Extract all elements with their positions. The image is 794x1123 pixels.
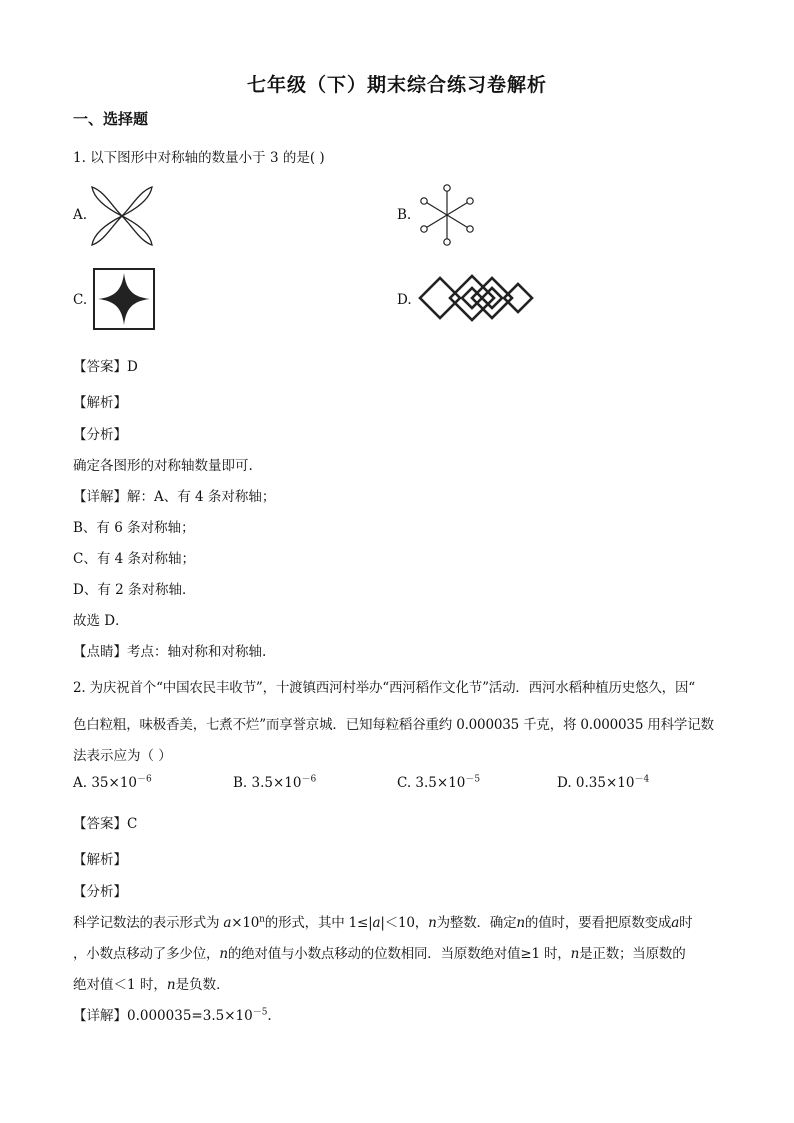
q1-detail-b: B、有 6 条对称轴； — [73, 520, 195, 536]
q1-option-a-label: A. — [73, 207, 88, 223]
q2-stem-line-2: 色白粒粗，味极香美，七煮不烂”而享誉京城．已知每粒稻谷重约 0.000035 千克，将 0.000035 用科学记数 — [73, 717, 714, 733]
interlocked-diamonds-figure — [416, 270, 538, 328]
q1-jiexi-heading: 【解析】 — [73, 395, 127, 411]
q2-analysis-line-3: 绝对值＜1 时，n是负数． — [73, 977, 230, 993]
q2-option-a: A. $35\times 10^{-6}$ — [73, 774, 152, 791]
q1-key-point: 【点睛】考点：轴对称和对称轴. — [73, 644, 267, 660]
q2-option-b: B. $3.5\times 10^{-6}$ — [233, 774, 317, 791]
q2-stem-line-1: 2. 为庆祝首个“中国农民丰收节”，十渡镇西河村举办“西河稻作文化节”活动．西河水稻种植历史悠久，因“ — [73, 680, 695, 696]
q2-option-c: C. $3.5\times 10^{-5}$ — [397, 774, 481, 791]
q2-analysis-line-1: 科学记数法的表示形式为 $a\times 10^n$的形式，其中 1≤|a|＜10，n为整数．确定n的值时，要看把原数变成a时 — [73, 914, 693, 931]
page-title: 七年级（下）期末综合练习卷解析 — [246, 74, 547, 96]
q2-analysis-line-2: ，小数点移动了多少位，n的绝对值与小数点移动的位数相同．当原数绝对值≥1 时，n是正数；当原数的 — [73, 946, 686, 962]
q1-detail-d: D、有 2 条对称轴． — [73, 582, 196, 598]
q1-fenxi-heading: 【分析】 — [73, 427, 127, 443]
q2-fenxi-heading: 【分析】 — [73, 884, 127, 900]
q1-fenxi-text: 确定各图形的对称轴数量即可. — [73, 458, 253, 474]
q2-detail: 【详解】$0.000035=3.5\times 10^{-5}$. — [73, 1007, 272, 1024]
q1-option-c-label: C. — [73, 292, 88, 308]
q1-option-b-label: B. — [397, 207, 412, 223]
q1-answer: 【答案】D — [73, 359, 138, 375]
q1-detail-a: 【详解】解：A、有 4 条对称轴； — [73, 489, 276, 505]
square-with-concave-star-figure — [93, 268, 155, 330]
q2-jiexi-heading: 【解析】 — [73, 852, 127, 868]
q1-choice: 故选 D． — [73, 613, 129, 629]
six-spoke-star-figure — [417, 183, 477, 247]
section-heading: 一、选择题 — [73, 110, 149, 128]
q1-option-d-label: D. — [397, 292, 412, 308]
q2-answer: 【答案】C — [73, 816, 138, 832]
q1-stem: 1. 以下图形中对称轴的数量小于 3 的是( ) — [73, 150, 325, 166]
four-petal-flower-figure — [90, 185, 154, 247]
q2-option-d: D. $0.35\times 10^{-4}$ — [557, 774, 650, 791]
q1-detail-c: C、有 4 条对称轴； — [73, 551, 196, 567]
q2-stem-line-3: 法表示应为（ ） — [73, 748, 172, 764]
